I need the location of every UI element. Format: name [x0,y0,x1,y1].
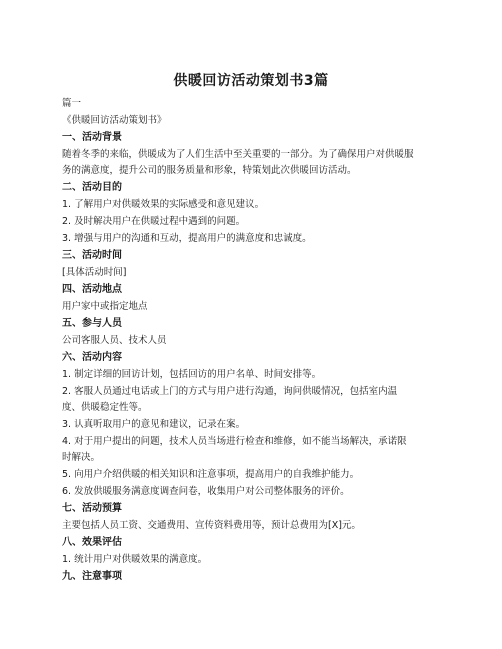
list-item: 1. 统计用户对供暖效果的满意度。 [62,554,208,565]
list-item: 1. 制定详细的回访计划，包括回访的用户名单、时间安排等。 [62,369,322,380]
document-subtitle: 《供暖回访活动策划书》 [62,115,167,126]
part-label: 篇一 [62,98,82,109]
section-heading-content: 六、活动内容 [62,352,122,363]
list-item: 3. 认真听取用户的意见和建议，记录在案。 [62,419,246,430]
list-item-continued: 时解决。 [62,452,101,463]
paragraph-line: 务的满意度，提升公司的服务质量和形象，特策划此次供暖回访活动。 [62,165,357,176]
list-item: 2. 客服人员通过电话或上门的方式与用户进行沟通，询问供暖情况，包括室内温 [62,386,398,397]
section-heading-background: 一、活动背景 [62,132,122,143]
list-item: 3. 增强与用户的沟通和互动，提高用户的满意度和忠诚度。 [62,233,312,244]
paragraph-line: 用户家中或指定地点 [62,301,148,312]
section-heading-location: 四、活动地点 [62,284,122,295]
paragraph-line: 随着冬季的来临，供暖成为了人们生活中至关重要的一部分。为了确保用户对供暖服 [62,149,414,160]
paragraph-line: 主要包括人员工资、交通费用、宣传资料费用等，预计总费用为[X]元。 [62,520,361,531]
list-item-continued: 度、供暖稳定性等。 [62,402,148,413]
list-item: 4. 对于用户提出的问题，技术人员当场进行检查和维修，如不能当场解决，承诺限 [62,436,407,447]
list-item: 1. 了解用户对供暖效果的实际感受和意见建议。 [62,199,265,210]
list-item: 5. 向用户介绍供暖的相关知识和注意事项，提高用户的自我维护能力。 [62,469,360,480]
section-heading-evaluation: 八、效果评估 [62,537,122,548]
section-heading-notes: 九、注意事项 [62,571,122,582]
paragraph-line: 公司客服人员、技术人员 [62,335,167,346]
paragraph-line: [具体活动时间] [62,267,127,278]
section-heading-purpose: 二、活动目的 [62,182,122,193]
section-heading-participants: 五、参与人员 [62,318,122,329]
section-heading-budget: 七、活动预算 [62,503,122,514]
document-title: 供暖回访活动策划书3篇 [173,73,329,89]
section-heading-time: 三、活动时间 [62,250,122,261]
list-item: 2. 及时解决用户在供暖过程中遇到的问题。 [62,216,246,227]
list-item: 6. 发放供暖服务满意度调查问卷，收集用户对公司整体服务的评价。 [62,486,350,497]
